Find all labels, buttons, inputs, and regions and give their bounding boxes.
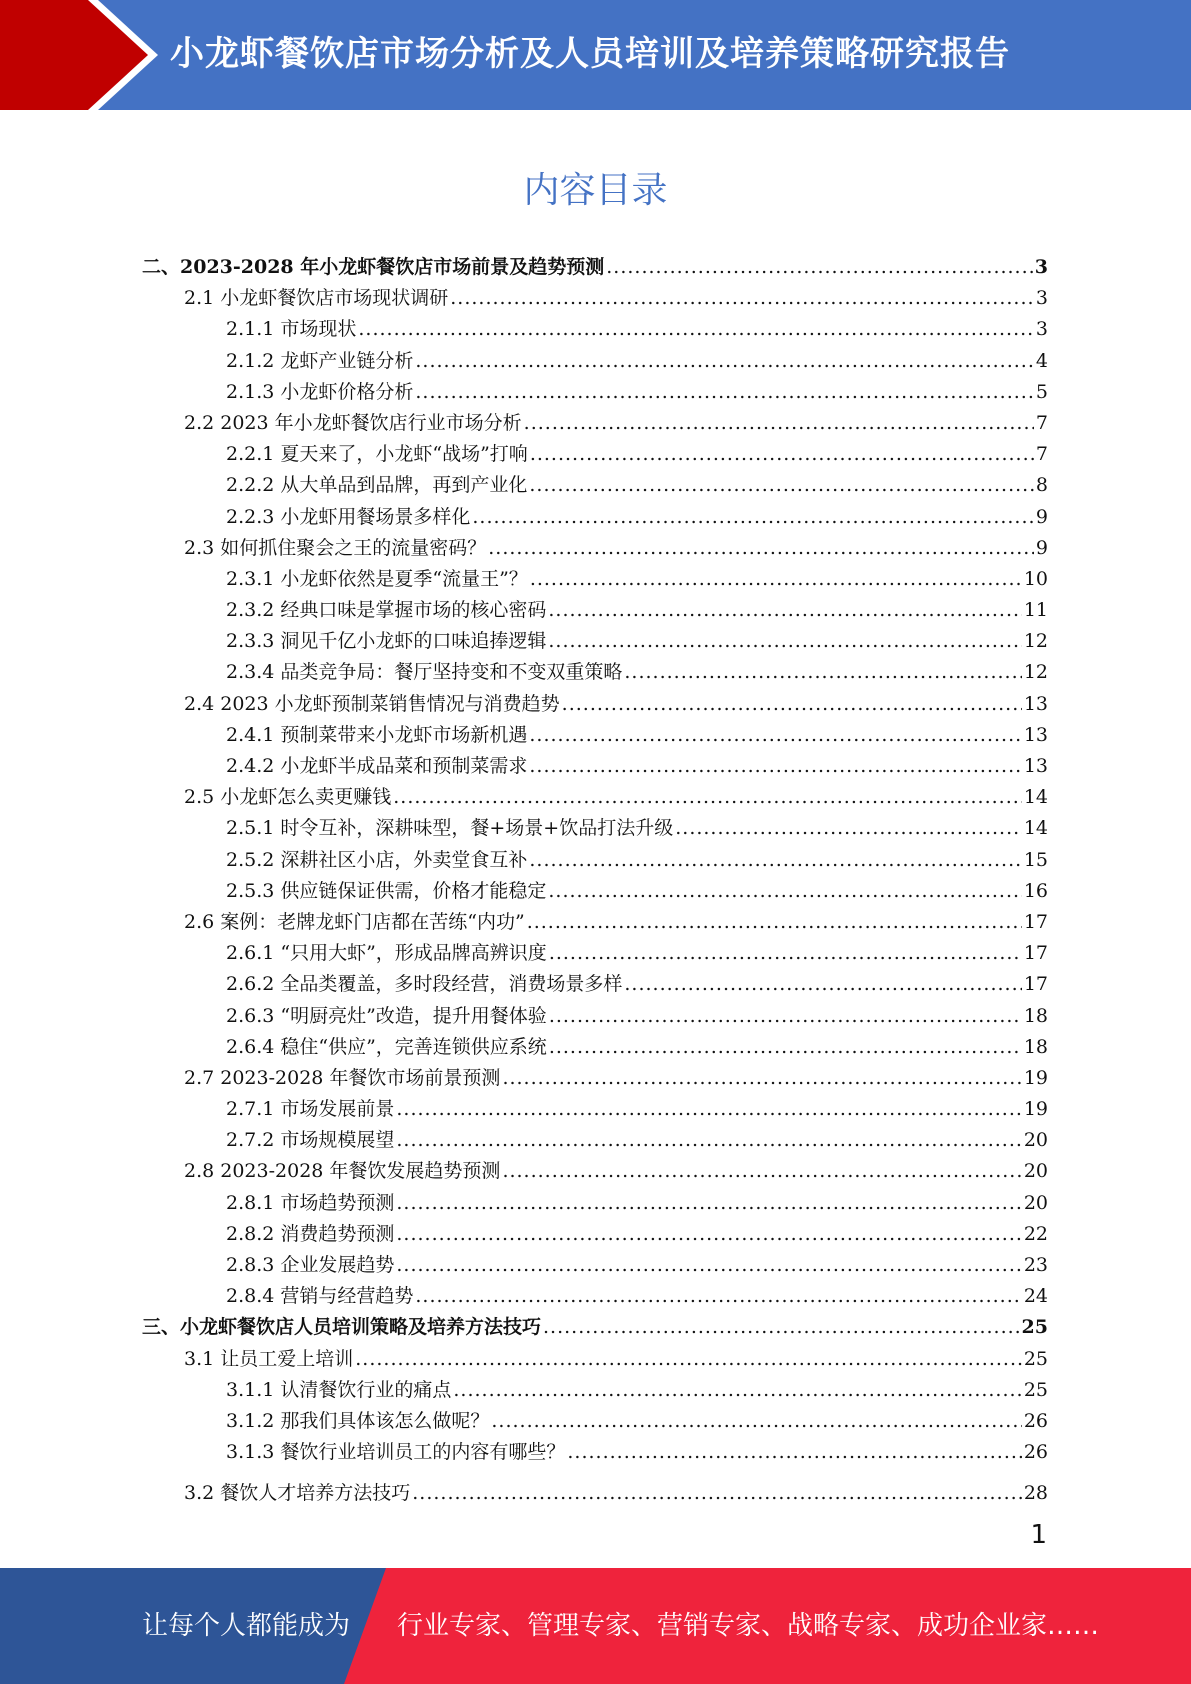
toc-dot-leader [675,817,1022,839]
toc-entry-page: 5 [1035,380,1048,403]
toc-entry-page: 20 [1023,1191,1048,1214]
toc-dot-leader [529,474,1034,496]
toc-entry[interactable] [142,751,1048,782]
toc-entry-page: 19 [1023,1066,1048,1089]
toc-dot-leader [355,1348,1022,1370]
toc-dot-leader [543,1316,1020,1338]
toc-dot-leader [549,1005,1022,1027]
toc-entry[interactable] [142,439,1048,470]
toc-entry-page: 25 [1021,1316,1048,1339]
toc-entry[interactable] [142,1156,1048,1187]
toc-dot-leader [453,1379,1021,1401]
toc-entry-title: 2.8.2 消费趋势预测 [226,1222,395,1245]
toc-entry-page: 9 [1035,536,1048,559]
toc-entry[interactable] [142,470,1048,501]
toc-entry-page: 19 [1023,1098,1048,1121]
toc-entry-page: 13 [1023,692,1048,715]
toc-entry-page: 24 [1023,1285,1048,1308]
toc-dot-leader [396,1254,1021,1276]
toc-entry-page: 3 [1034,256,1048,278]
toc-entry-title: 2.8.4 营销与经营趋势 [226,1285,414,1308]
toc-entry-title: 3.2 餐饮人才培养方法技巧 [184,1482,411,1505]
toc-entry[interactable] [142,1094,1048,1125]
toc-entry-page: 17 [1023,910,1048,933]
toc-entry-title: 2.6.2 全品类覆盖，多时段经营，消费场景多样 [226,973,623,996]
toc-entry-title: 2.3.3 洞见千亿小龙虾的口味追捧逻辑 [226,630,547,653]
toc-entry[interactable] [142,938,1048,969]
toc-entry[interactable] [142,1250,1048,1281]
toc-entry[interactable] [142,1437,1048,1468]
toc-entry-page: 16 [1023,879,1048,902]
toc-entry[interactable] [142,1219,1048,1250]
toc-entry-page: 11 [1023,599,1048,622]
toc-dot-leader [549,1036,1022,1058]
toc-entry[interactable] [142,252,1048,283]
toc-entry-title: 2.6.1 “只用大虾”，形成品牌高辨识度 [226,942,547,965]
toc-dot-leader [530,443,1034,465]
toc-entry-page: 10 [1023,567,1048,590]
toc-entry[interactable] [142,1478,1048,1509]
toc-entry[interactable] [142,782,1048,813]
toc-entry[interactable] [142,377,1048,408]
toc-entry-page: 18 [1023,1004,1048,1027]
toc-entry-title: 2.5.2 深耕社区小店，外卖堂食互补 [226,848,528,871]
toc-entry-page: 20 [1023,1129,1048,1152]
toc-entry-page: 17 [1023,942,1048,965]
toc-entry-title: 2.4 2023 小龙虾预制菜销售情况与消费趋势 [184,692,560,715]
toc-dot-leader [529,724,1021,746]
toc-entry[interactable] [142,1001,1048,1032]
toc-entry[interactable] [142,1032,1048,1063]
toc-entry[interactable] [142,876,1048,907]
toc-dot-leader [396,1098,1021,1120]
toc-entry[interactable] [142,1344,1048,1375]
toc-dot-leader [396,1223,1021,1245]
toc-entry-page: 4 [1035,349,1048,372]
toc-entry-page: 3 [1035,287,1048,310]
toc-entry-page: 18 [1023,1035,1048,1058]
toc-dot-leader [488,537,1034,559]
toc-entry-page: 3 [1035,318,1048,341]
toc-entry-title: 2.3.2 经典口味是掌握市场的核心密码 [226,599,547,622]
footer-bar [0,1568,1191,1684]
toc-entry[interactable] [142,969,1048,1000]
toc-entry-title: 3.1.2 那我们具体该怎么做呢？ [226,1409,490,1432]
toc-dot-leader [393,786,1022,808]
toc-entry-page: 23 [1023,1254,1048,1276]
toc-entry-title: 2.5 小龙虾怎么卖更赚钱 [184,786,392,809]
toc-entry-page: 26 [1023,1441,1048,1464]
toc-entry[interactable] [142,595,1048,626]
toc-entry[interactable] [142,1188,1048,1219]
toc-entry-title: 2.6.3 “明厨亮灶”改造，提升用餐体验 [226,1004,547,1027]
toc-dot-leader [358,318,1034,340]
toc-entry-title: 2.1.2 龙虾产业链分析 [226,349,414,372]
toc-entry-page: 17 [1023,973,1048,996]
toc-entry-title: 2.2 2023 年小龙虾餐饮店行业市场分析 [184,411,522,434]
footer-slogan: 让每个人都能成为 [142,1611,351,1641]
toc-dot-leader [624,661,1021,683]
toc-dot-leader [549,942,1022,964]
toc-entry-page: 7 [1035,411,1048,434]
header-chevron-icon [0,0,148,110]
toc-entry-title: 2.7.1 市场发展前景 [226,1098,395,1121]
toc-entry[interactable] [142,283,1048,314]
toc-entry[interactable] [142,689,1048,720]
toc-entry-title: 2.3.1 小龙虾依然是夏季“流量王”？ [226,567,528,590]
toc-entry[interactable] [142,626,1048,657]
toc-entry-page: 26 [1023,1409,1048,1432]
report-title: 小龙虾餐饮店市场分析及人员培训及培养策略研究报告 [170,34,1010,74]
toc-entry[interactable] [142,1375,1048,1406]
toc-dot-leader [562,693,1022,715]
toc-dot-leader [396,1192,1021,1214]
toc-entry-page: 22 [1023,1222,1048,1245]
toc-entry[interactable] [142,813,1048,844]
toc-dot-leader [548,630,1021,652]
toc-entry-page: 12 [1023,630,1048,653]
toc-entry-title: 2.1 小龙虾餐饮店市场现状调研 [184,287,449,310]
toc-entry-page: 28 [1023,1482,1048,1505]
footer-tagline: 行业专家、管理专家、营销专家、战略专家、成功企业家…… [397,1611,1100,1641]
toc-entry-title: 二、2023-2028 年小龙虾餐饮店市场前景及趋势预测 [142,256,605,278]
toc-entry-title: 三、小龙虾餐饮店人员培训策略及培养方法技巧 [142,1316,542,1339]
toc-entry-title: 2.1.3 小龙虾价格分析 [226,380,414,403]
toc-dot-leader [567,1441,1021,1463]
toc-entry[interactable] [142,533,1048,564]
toc-entry-page: 15 [1023,848,1048,871]
toc-dot-leader [548,599,1021,621]
toc-dot-leader [548,880,1021,902]
toc-heading: 内容目录 [523,170,668,211]
toc-entry-page: 7 [1035,443,1048,466]
toc-entry[interactable] [142,346,1048,377]
toc-entry-title: 3.1.1 认清餐饮行业的痛点 [226,1378,452,1401]
toc-entry[interactable] [142,502,1048,533]
toc-entry[interactable] [142,1281,1048,1312]
toc-dot-leader [624,973,1021,995]
toc-entry-page: 20 [1023,1160,1048,1183]
toc-dot-leader [530,568,1022,590]
toc-entry[interactable] [142,1063,1048,1094]
header-bar [0,0,1191,110]
toc-entry-page: 14 [1023,786,1048,809]
toc-entry-title: 2.2.1 夏天来了，小龙虾“战场”打响 [226,443,528,466]
toc-entry[interactable] [142,720,1048,751]
toc-dot-leader [415,350,1034,372]
toc-dot-leader [527,911,1022,933]
toc-entry-title: 2.7 2023-2028 年餐饮市场前景预测 [184,1066,501,1089]
toc-dot-leader [529,755,1021,777]
toc-entry-title: 2.5.1 时令互补，深耕味型，餐+场景+饮品打法升级 [226,817,674,840]
toc-entry[interactable] [142,314,1048,345]
toc-entry[interactable] [142,1312,1048,1343]
toc-entry-page: 13 [1023,755,1048,777]
toc-entry-title: 2.8.3 企业发展趋势 [226,1254,395,1276]
toc-entry-title: 3.1.3 餐饮行业培训员工的内容有哪些？ [226,1441,566,1464]
page-number: 1 [1030,1520,1047,1550]
toc-entry-title: 2.4.1 预制菜带来小龙虾市场新机遇 [226,723,528,746]
toc-dot-leader [472,506,1034,528]
toc-dot-leader [606,256,1033,278]
toc-entry-title: 2.1.1 市场现状 [226,318,357,341]
toc-entry-page: 25 [1023,1347,1048,1370]
toc-dot-leader [491,1410,1021,1432]
toc-entry[interactable] [142,408,1048,439]
toc-entry[interactable] [142,1406,1048,1437]
toc-entry-title: 2.2.2 从大单品到品牌，再到产业化 [226,474,528,497]
toc-entry-title: 3.1 让员工爱上培训 [184,1347,354,1370]
toc-entry[interactable] [142,1125,1048,1156]
toc-entry[interactable] [142,564,1048,595]
toc-entry-title: 2.5.3 供应链保证供需，价格才能稳定 [226,879,547,902]
toc-entry-page: 12 [1023,661,1048,684]
toc-dot-leader [412,1482,1022,1504]
toc-entry-page: 14 [1023,817,1048,840]
toc-dot-leader [415,381,1034,403]
toc-entry-page: 9 [1035,505,1048,528]
toc-dot-leader [524,412,1034,434]
toc-entry-title: 2.7.2 市场规模展望 [226,1129,395,1152]
toc-entry-page: 13 [1023,723,1048,746]
toc-entry-title: 2.2.3 小龙虾用餐场景多样化 [226,505,471,528]
toc-entry-title: 2.6.4 稳住“供应”，完善连锁供应系统 [226,1035,547,1058]
toc-entry[interactable] [142,907,1048,938]
toc-entry-title: 2.6 案例：老牌龙虾门店都在苦练“内功” [184,910,525,933]
toc-dot-leader [529,849,1021,871]
toc-entry-title: 2.8.1 市场趋势预测 [226,1191,395,1214]
toc-entry-title: 2.8 2023-2028 年餐饮发展趋势预测 [184,1160,501,1183]
toc-entry-title: 2.3 如何抓住聚会之王的流量密码？ [184,536,487,559]
toc-dot-leader [415,1285,1021,1307]
toc-entry-page: 25 [1023,1378,1048,1401]
toc-entry-page: 8 [1035,474,1048,497]
toc-dot-leader [396,1129,1021,1151]
toc-entry-title: 2.3.4 品类竞争局：餐厅坚持变和不变双重策略 [226,661,623,684]
toc-dot-leader [450,287,1034,309]
toc-entry[interactable] [142,845,1048,876]
toc-entry-title: 2.4.2 小龙虾半成品菜和预制菜需求 [226,755,528,777]
toc-dot-leader [502,1067,1021,1089]
toc-entry[interactable] [142,657,1048,688]
table-of-contents [142,252,1048,1510]
toc-dot-leader [502,1160,1021,1182]
